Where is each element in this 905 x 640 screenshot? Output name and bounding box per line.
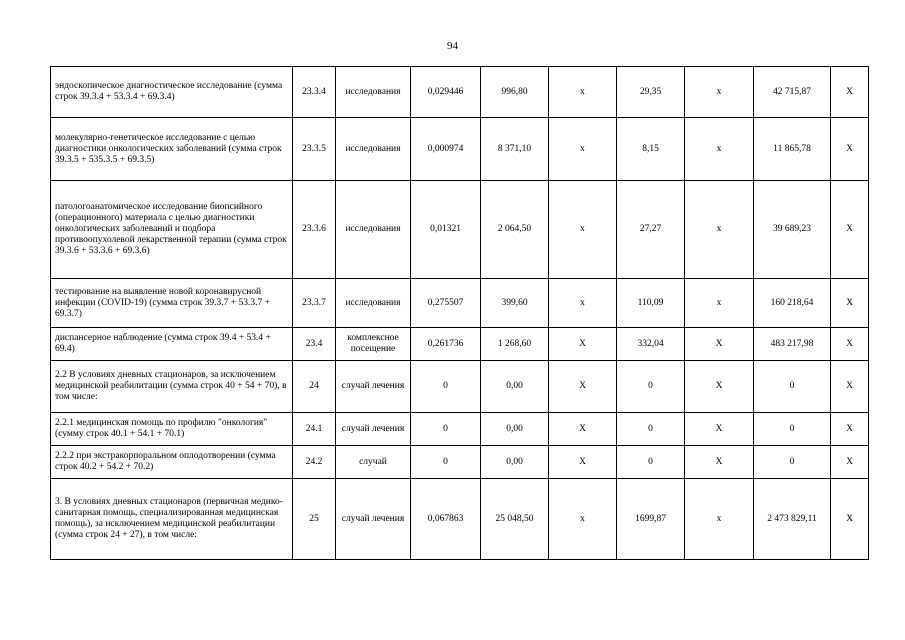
row-col7: 110,09	[617, 279, 685, 328]
row-col7: 8,15	[617, 118, 685, 181]
table-row	[51, 279, 869, 328]
row-col8: X	[685, 413, 754, 446]
table-row	[51, 446, 869, 479]
row-unit: случай лечения	[336, 479, 411, 560]
row-unit: комплексное посещение	[336, 328, 411, 361]
row-col6: x	[549, 67, 617, 118]
row-norm: 0	[411, 446, 481, 479]
table-row	[51, 181, 869, 279]
row-col8: X	[685, 446, 754, 479]
row-cost: 25 048,50	[481, 479, 549, 560]
row-unit: исследования	[336, 118, 411, 181]
row-col6: x	[549, 181, 617, 279]
row-description: эндоскопическое диагностическое исследование (сумма строк 39.3.4 + 53.3.4 + 69.3.4)	[51, 67, 293, 118]
row-description: тестирование на выявление новой коронавирусной инфекции (COVID-19) (сумма строк 39.3.7 + 53.3.7 + 69.3.7)	[51, 279, 293, 328]
row-col9: 160 218,64	[754, 279, 831, 328]
row-norm: 0,261736	[411, 328, 481, 361]
row-col10: X	[831, 118, 869, 181]
row-col7: 0	[617, 413, 685, 446]
row-col10: X	[831, 413, 869, 446]
row-unit: случай	[336, 446, 411, 479]
row-col6: X	[549, 328, 617, 361]
row-col9: 0	[754, 413, 831, 446]
row-col10: X	[831, 479, 869, 560]
row-description: 2.2.2 при экстракорпоральном оплодотворении (сумма строк 40.2 + 54.2 + 70.2)	[51, 446, 293, 479]
row-unit: исследования	[336, 181, 411, 279]
row-col9: 0	[754, 361, 831, 413]
row-norm: 0,029446	[411, 67, 481, 118]
row-col9: 42 715,87	[754, 67, 831, 118]
row-cost: 399,60	[481, 279, 549, 328]
table-row	[51, 361, 869, 413]
row-cost: 2 064,50	[481, 181, 549, 279]
row-col9: 39 689,23	[754, 181, 831, 279]
row-code: 24.1	[293, 413, 336, 446]
row-col10: X	[831, 446, 869, 479]
row-unit: случай лечения	[336, 361, 411, 413]
table-row	[51, 413, 869, 446]
row-col10: X	[831, 328, 869, 361]
row-col8: x	[685, 118, 754, 181]
row-col7: 27,27	[617, 181, 685, 279]
row-norm: 0,01321	[411, 181, 481, 279]
row-col10: X	[831, 361, 869, 413]
table-row	[51, 67, 869, 118]
row-col10: X	[831, 67, 869, 118]
row-col9: 0	[754, 446, 831, 479]
row-description: патологоанатомическое исследование биопсийного (операционного) материала с целью диагностики онкологических заболеваний и подбора противоопухолевой лекарственной терапии (сумма строк 39.3.6 + 53.3.6 + 69.3.6)	[51, 181, 293, 279]
data-table	[50, 66, 869, 560]
row-code: 25	[293, 479, 336, 560]
row-cost: 0,00	[481, 361, 549, 413]
row-code: 23.3.6	[293, 181, 336, 279]
table-row	[51, 118, 869, 181]
row-description: 2.2.1 медицинская помощь по профилю "онкология" (сумму строк 40.1 + 54.1 + 70.1)	[51, 413, 293, 446]
row-code: 23.3.7	[293, 279, 336, 328]
row-code: 23.3.4	[293, 67, 336, 118]
row-col6: X	[549, 446, 617, 479]
row-col8: x	[685, 279, 754, 328]
row-col7: 1699,87	[617, 479, 685, 560]
row-norm: 0	[411, 413, 481, 446]
row-col8: X	[685, 328, 754, 361]
row-cost: 1 268,60	[481, 328, 549, 361]
row-col7: 29,35	[617, 67, 685, 118]
row-col10: X	[831, 279, 869, 328]
row-col6: X	[549, 361, 617, 413]
row-col9: 2 473 829,11	[754, 479, 831, 560]
row-col8: x	[685, 479, 754, 560]
row-unit: случай лечения	[336, 413, 411, 446]
row-unit: исследования	[336, 67, 411, 118]
row-cost: 8 371,10	[481, 118, 549, 181]
page-number: 94	[447, 40, 458, 52]
row-col9: 483 217,98	[754, 328, 831, 361]
row-code: 24.2	[293, 446, 336, 479]
row-norm: 0,000974	[411, 118, 481, 181]
row-cost: 0,00	[481, 446, 549, 479]
row-col6: X	[549, 413, 617, 446]
row-col6: x	[549, 479, 617, 560]
row-col6: x	[549, 279, 617, 328]
row-norm: 0,275507	[411, 279, 481, 328]
row-norm: 0,067863	[411, 479, 481, 560]
table-row	[51, 479, 869, 560]
row-cost: 0,00	[481, 413, 549, 446]
row-code: 24	[293, 361, 336, 413]
table-row	[51, 328, 869, 361]
row-description: 3. В условиях дневных стационаров (первичная медико-санитарная помощь, специализированная медицинская помощь), за исключением медицинской реабилитации (сумма строк 24 + 27), в том числе:	[51, 479, 293, 560]
row-col7: 0	[617, 361, 685, 413]
row-col8: x	[685, 67, 754, 118]
row-col7: 0	[617, 446, 685, 479]
row-unit: исследования	[336, 279, 411, 328]
row-code: 23.3.5	[293, 118, 336, 181]
row-code: 23.4	[293, 328, 336, 361]
row-description: 2.2 В условиях дневных стационаров, за исключением медицинской реабилитации (сумма строк 40 + 54 + 70), в том числе:	[51, 361, 293, 413]
row-col8: x	[685, 181, 754, 279]
row-description: молекулярно-генетическое исследование с целью диагностики онкологических заболеваний (сумма строк 39.3.5 + 535.3.5 + 69.3.5)	[51, 118, 293, 181]
row-col6: x	[549, 118, 617, 181]
row-norm: 0	[411, 361, 481, 413]
row-col10: X	[831, 181, 869, 279]
row-col9: 11 865,78	[754, 118, 831, 181]
row-cost: 996,80	[481, 67, 549, 118]
row-col8: X	[685, 361, 754, 413]
row-description: диспансерное наблюдение (сумма строк 39.4 + 53.4 + 69.4)	[51, 328, 293, 361]
row-col7: 332,04	[617, 328, 685, 361]
